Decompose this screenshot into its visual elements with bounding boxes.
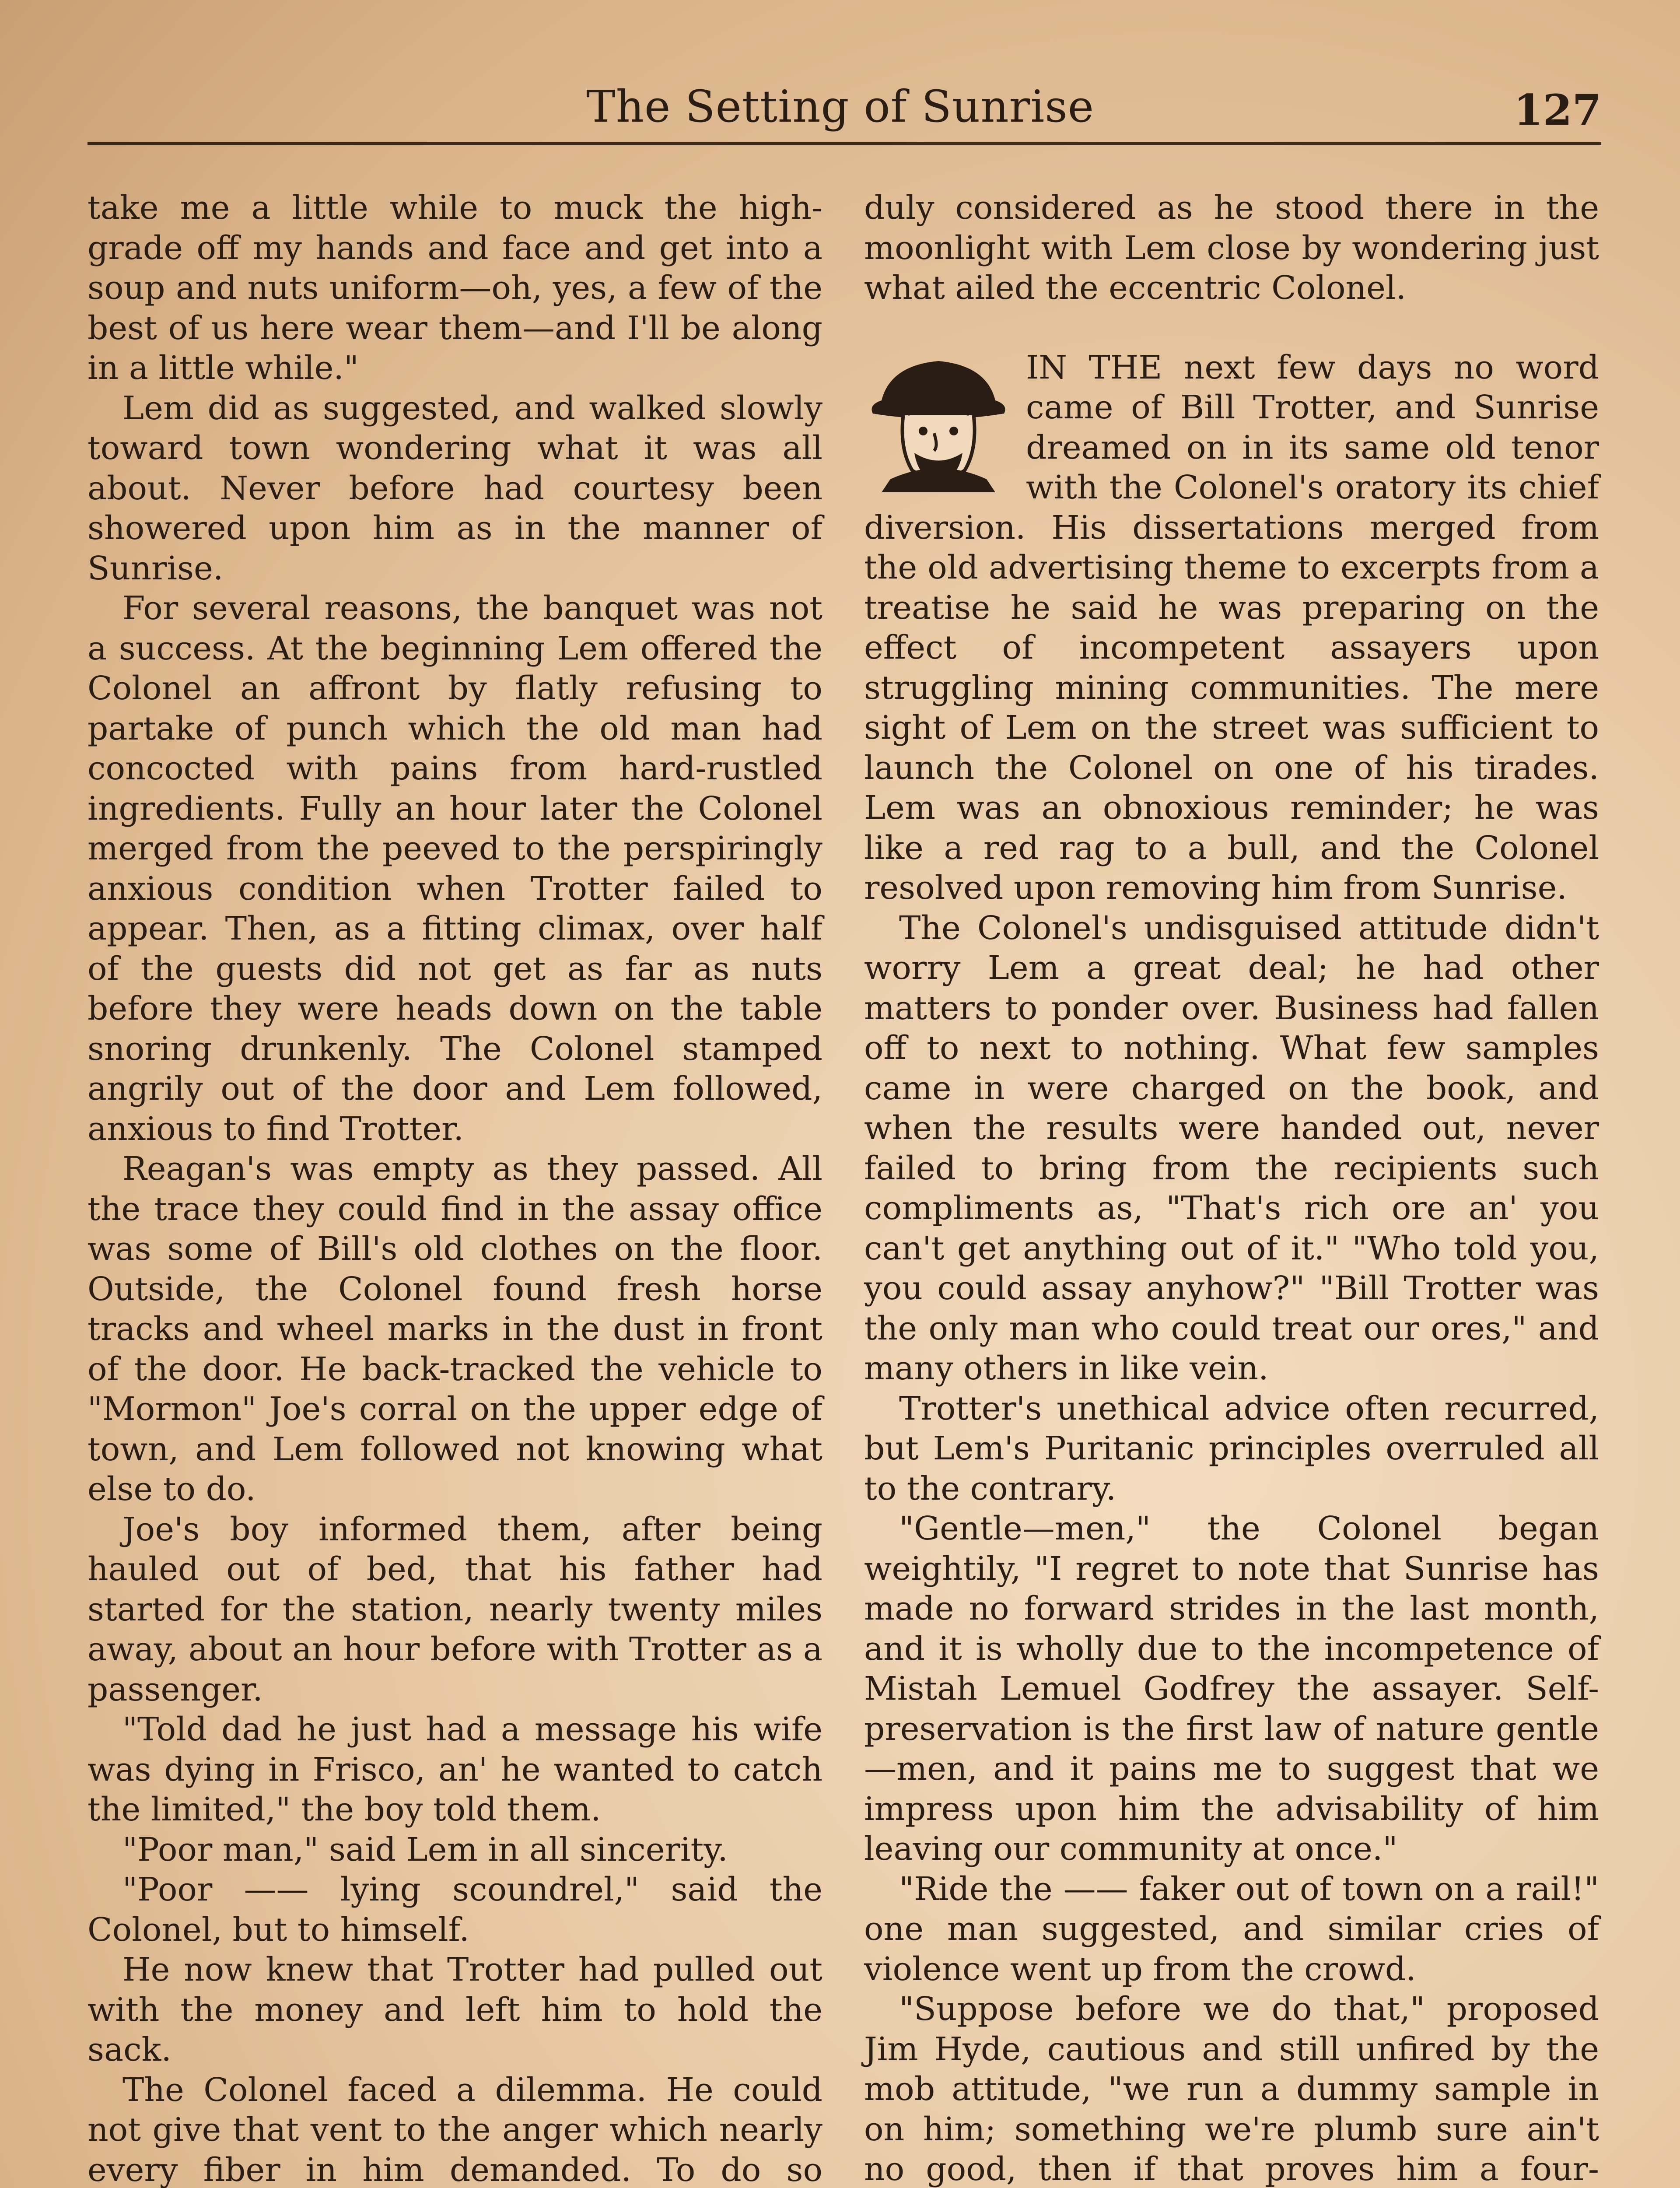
paragraph: "Gentle—men," the Colonel began weightily, "I regret to note that Sunrise has made no forward strides in the last month, and it is wholly due to the incompetence of Mistah Lemuel Godfrey the assayer. Self-preservation is the first law of nature gentle—men, and it pains me to suggest that we impress upon him the advisability of him leaving our community at once." — [864, 1510, 1599, 1868]
paragraph: The Colonel faced a dilemma. He could not give that vent to the anger which nearly every fiber in him demanded. To do so — [88, 2071, 822, 2188]
page-header — [0, 74, 1680, 158]
running-title: The Setting of Sunrise — [586, 81, 1094, 132]
right-column — [864, 188, 1599, 2188]
paragraph: "Poor —— lying scoundrel," said the Colonel, but to himself. — [88, 1871, 822, 1949]
page-number: 127 — [1514, 85, 1602, 135]
section-lead-words: IN THE — [1026, 348, 1162, 386]
paragraph: Lem did as suggested, and walked slowly toward town wondering what it was all about. Never before had courtesy been showered upon him as in the manner of Sunrise. — [88, 389, 822, 587]
header-rule — [88, 142, 1601, 145]
paragraph: "Told dad he just had a message his wife was dying in Frisco, an' he wanted to catch the limited," the boy told them. — [88, 1711, 822, 1828]
section-opening-paragraph — [864, 348, 1599, 908]
paragraph: For several reasons, the banquet was not a success. At the beginning Lem offered the Colonel an affront by flatly refusing to partake of punch which the old man had concocted with pains from hard-rustled ingredients. Fully an hour later the Colonel merged from the peeved to the perspiringly anxious condition when Trotter failed to appear. Then, as a fitting climax, over half of the guests did not get as far as nuts before they were heads down on the table snoring drunkenly. The Colonel stamped angrily out of the door and Lem followed, anxious to find Trotter. — [88, 589, 822, 1148]
paragraph: Reagan's was empty as they passed. All the trace they could find in the assay office was some of Bill's old clothes on the floor. Outside, the Colonel found fresh horse tracks and wheel marks in the dust in front of the door. He back-tracked the vehicle to "Mormon" Joe's corral on the upper edge of town, and Lem followed not knowing what else to do. — [88, 1150, 822, 1508]
paragraph: The Colonel's undisguised attitude didn't worry Lem a great deal; he had other matters to ponder over. Business had fallen off to next to nothing. What few samples came in were charged on the book, and when the results were handed out, never failed to bring from the recipients such compliments as, "That's rich ore an' you can't get anything out of it." "Who told you, you could assay anyhow?" "Bill Trotter was the only man who could treat our ores," and many others in like vein. — [864, 909, 1599, 1387]
old-prospector-portrait-icon — [864, 348, 1013, 492]
paragraph: Trotter's unethical advice often recurred, but Lem's Puritanic principles overruled all to the contrary. — [864, 1389, 1599, 1508]
paragraph: "Suppose before we do that," proposed Jim Hyde, cautious and still unfired by the mob attitude, "we run a dummy sample in on him; something we're plumb sure ain't no good, then if that proves him a four- — [864, 1990, 1599, 2188]
paragraph: He now knew that Trotter had pulled out with the money and left him to hold the sack. — [88, 1951, 822, 2069]
paragraph: take me a little while to muck the high-grade off my hands and face and get into a soup and nuts uniform—oh, yes, a few of the best of us here wear them—and I'll be along in a little while." — [88, 189, 822, 387]
paragraph: duly considered as he stood there in the moonlight with Lem close by wondering just what ailed the eccentric Colonel. — [864, 189, 1599, 307]
left-column — [88, 188, 822, 2188]
paragraph: "Poor man," said Lem in all sincerity. — [122, 1830, 728, 1869]
paragraph: "Ride the —— faker out of town on a rail!" one man suggested, and similar cries of violence went up from the crowd. — [864, 1870, 1599, 1988]
section-first-text: next few days no word came of Bill Trotter, and Sunrise dreamed on in its same old tenor with the Colonel's oratory its chief diversion. His dissertations merged from the old advertising theme to excerpts from a treatise he said he was preparing on the effect of incompetent assayers upon struggling mining communities. The mere sight of Lem on the street was sufficient to launch the Colonel on one of his tirades. Lem was an obnoxious reminder; he was like a red rag to a bull, and the Colonel resolved upon removing him from Sunrise. — [864, 348, 1599, 907]
paragraph: Joe's boy informed them, after being hauled out of bed, that his father had started for the station, nearly twenty miles away, about an hour before with Trotter as a passenger. — [88, 1510, 822, 1708]
